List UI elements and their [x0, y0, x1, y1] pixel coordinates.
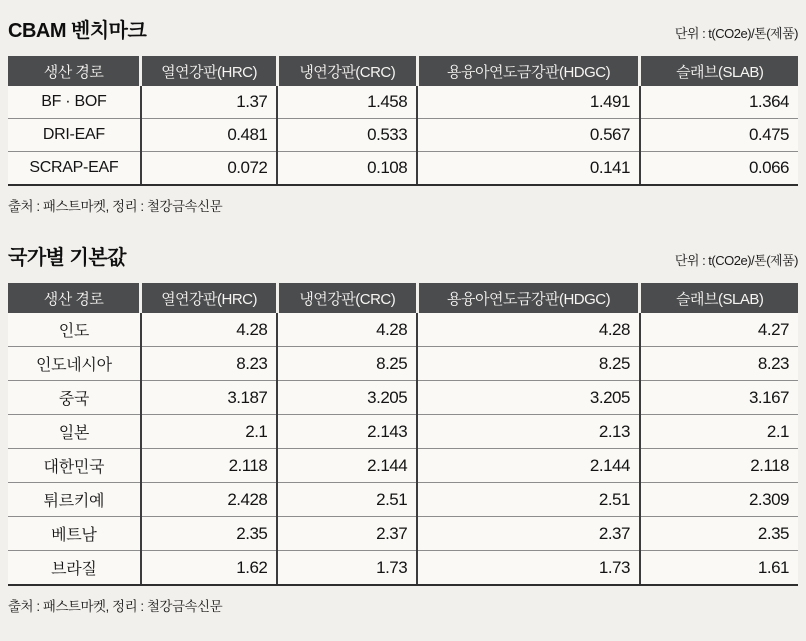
- cell-value: 1.491: [417, 86, 640, 119]
- table-row: [8, 347, 798, 381]
- row-label: 브라질: [8, 551, 141, 586]
- cell-value: 0.533: [277, 119, 417, 152]
- column-header-slab: 슬래브(SLAB): [640, 56, 798, 86]
- title-row: [8, 14, 798, 43]
- cell-value: 1.73: [417, 551, 640, 586]
- table-row: [8, 483, 798, 517]
- cell-value: 2.37: [277, 517, 417, 551]
- cell-value: 8.23: [640, 347, 798, 381]
- cell-value: 1.62: [141, 551, 278, 586]
- cell-value: 1.61: [640, 551, 798, 586]
- cell-value: 1.37: [141, 86, 278, 119]
- header-row: [8, 283, 798, 313]
- cell-value: 2.51: [417, 483, 640, 517]
- table-row: [8, 86, 798, 119]
- table-row: [8, 119, 798, 152]
- country-default-section: [8, 241, 798, 615]
- cell-value: 8.25: [277, 347, 417, 381]
- country-default-table: [8, 283, 798, 586]
- row-label: 일본: [8, 415, 141, 449]
- cell-value: 2.35: [141, 517, 278, 551]
- title-row: [8, 241, 798, 270]
- cell-value: 2.143: [277, 415, 417, 449]
- cell-value: 2.35: [640, 517, 798, 551]
- cell-value: 2.428: [141, 483, 278, 517]
- cell-value: 2.118: [640, 449, 798, 483]
- cell-value: 8.23: [141, 347, 278, 381]
- cell-value: 2.1: [141, 415, 278, 449]
- row-label: DRI-EAF: [8, 119, 141, 152]
- cell-value: 4.28: [277, 313, 417, 347]
- cell-value: 4.28: [417, 313, 640, 347]
- cell-value: 3.205: [417, 381, 640, 415]
- column-header-hdgc: 용융아연도금강판(HDGC): [417, 56, 640, 86]
- cell-value: 2.51: [277, 483, 417, 517]
- column-header-slab: 슬래브(SLAB): [640, 283, 798, 313]
- cell-value: 3.205: [277, 381, 417, 415]
- cell-value: 1.364: [640, 86, 798, 119]
- table-row: [8, 517, 798, 551]
- source-note: 출처 : 패스트마켓, 정리 : 철강금속신문: [8, 599, 223, 614]
- cell-value: 0.567: [417, 119, 640, 152]
- table-row: [8, 381, 798, 415]
- cell-value: 4.28: [141, 313, 278, 347]
- table-row: [8, 152, 798, 186]
- row-label: 튀르키예: [8, 483, 141, 517]
- page-title: 국가별 기본값: [8, 247, 126, 269]
- cell-value: 8.25: [417, 347, 640, 381]
- table-row: [8, 415, 798, 449]
- cell-value: 2.1: [640, 415, 798, 449]
- column-header-hrc: 열연강판(HRC): [141, 283, 278, 313]
- cell-value: 4.27: [640, 313, 798, 347]
- page-title: CBAM 벤치마크: [8, 20, 147, 42]
- row-label: 베트남: [8, 517, 141, 551]
- cell-value: 1.73: [277, 551, 417, 586]
- cell-value: 0.475: [640, 119, 798, 152]
- column-header-crc: 냉연강판(CRC): [277, 56, 417, 86]
- table-row: [8, 449, 798, 483]
- row-label: 인도네시아: [8, 347, 141, 381]
- cbam-benchmark-table: [8, 56, 798, 186]
- row-label: BF · BOF: [8, 86, 141, 119]
- table-row: [8, 551, 798, 586]
- column-header-hdgc: 용융아연도금강판(HDGC): [417, 283, 640, 313]
- cell-value: 2.144: [277, 449, 417, 483]
- column-header-path: 생산 경로: [8, 56, 141, 86]
- cbam-benchmark-section: [8, 14, 798, 215]
- cell-value: 0.481: [141, 119, 278, 152]
- header-row: [8, 56, 798, 86]
- cell-value: 2.144: [417, 449, 640, 483]
- cell-value: 1.458: [277, 86, 417, 119]
- row-label: 인도: [8, 313, 141, 347]
- table-row: [8, 313, 798, 347]
- cell-value: 0.141: [417, 152, 640, 186]
- column-header-path: 생산 경로: [8, 283, 141, 313]
- cell-value: 2.118: [141, 449, 278, 483]
- cell-value: 2.309: [640, 483, 798, 517]
- unit-label: 단위 : t(CO2e)/톤(제품): [674, 253, 798, 268]
- cell-value: 0.066: [640, 152, 798, 186]
- cell-value: 2.13: [417, 415, 640, 449]
- cell-value: 3.187: [141, 381, 278, 415]
- row-label: 중국: [8, 381, 141, 415]
- cell-value: 2.37: [417, 517, 640, 551]
- cell-value: 0.108: [277, 152, 417, 186]
- unit-label: 단위 : t(CO2e)/톤(제품): [674, 26, 798, 41]
- cell-value: 3.167: [640, 381, 798, 415]
- row-label: SCRAP-EAF: [8, 152, 141, 186]
- column-header-crc: 냉연강판(CRC): [277, 283, 417, 313]
- column-header-hrc: 열연강판(HRC): [141, 56, 278, 86]
- cell-value: 0.072: [141, 152, 278, 186]
- source-note: 출처 : 패스트마켓, 정리 : 철강금속신문: [8, 199, 223, 214]
- row-label: 대한민국: [8, 449, 141, 483]
